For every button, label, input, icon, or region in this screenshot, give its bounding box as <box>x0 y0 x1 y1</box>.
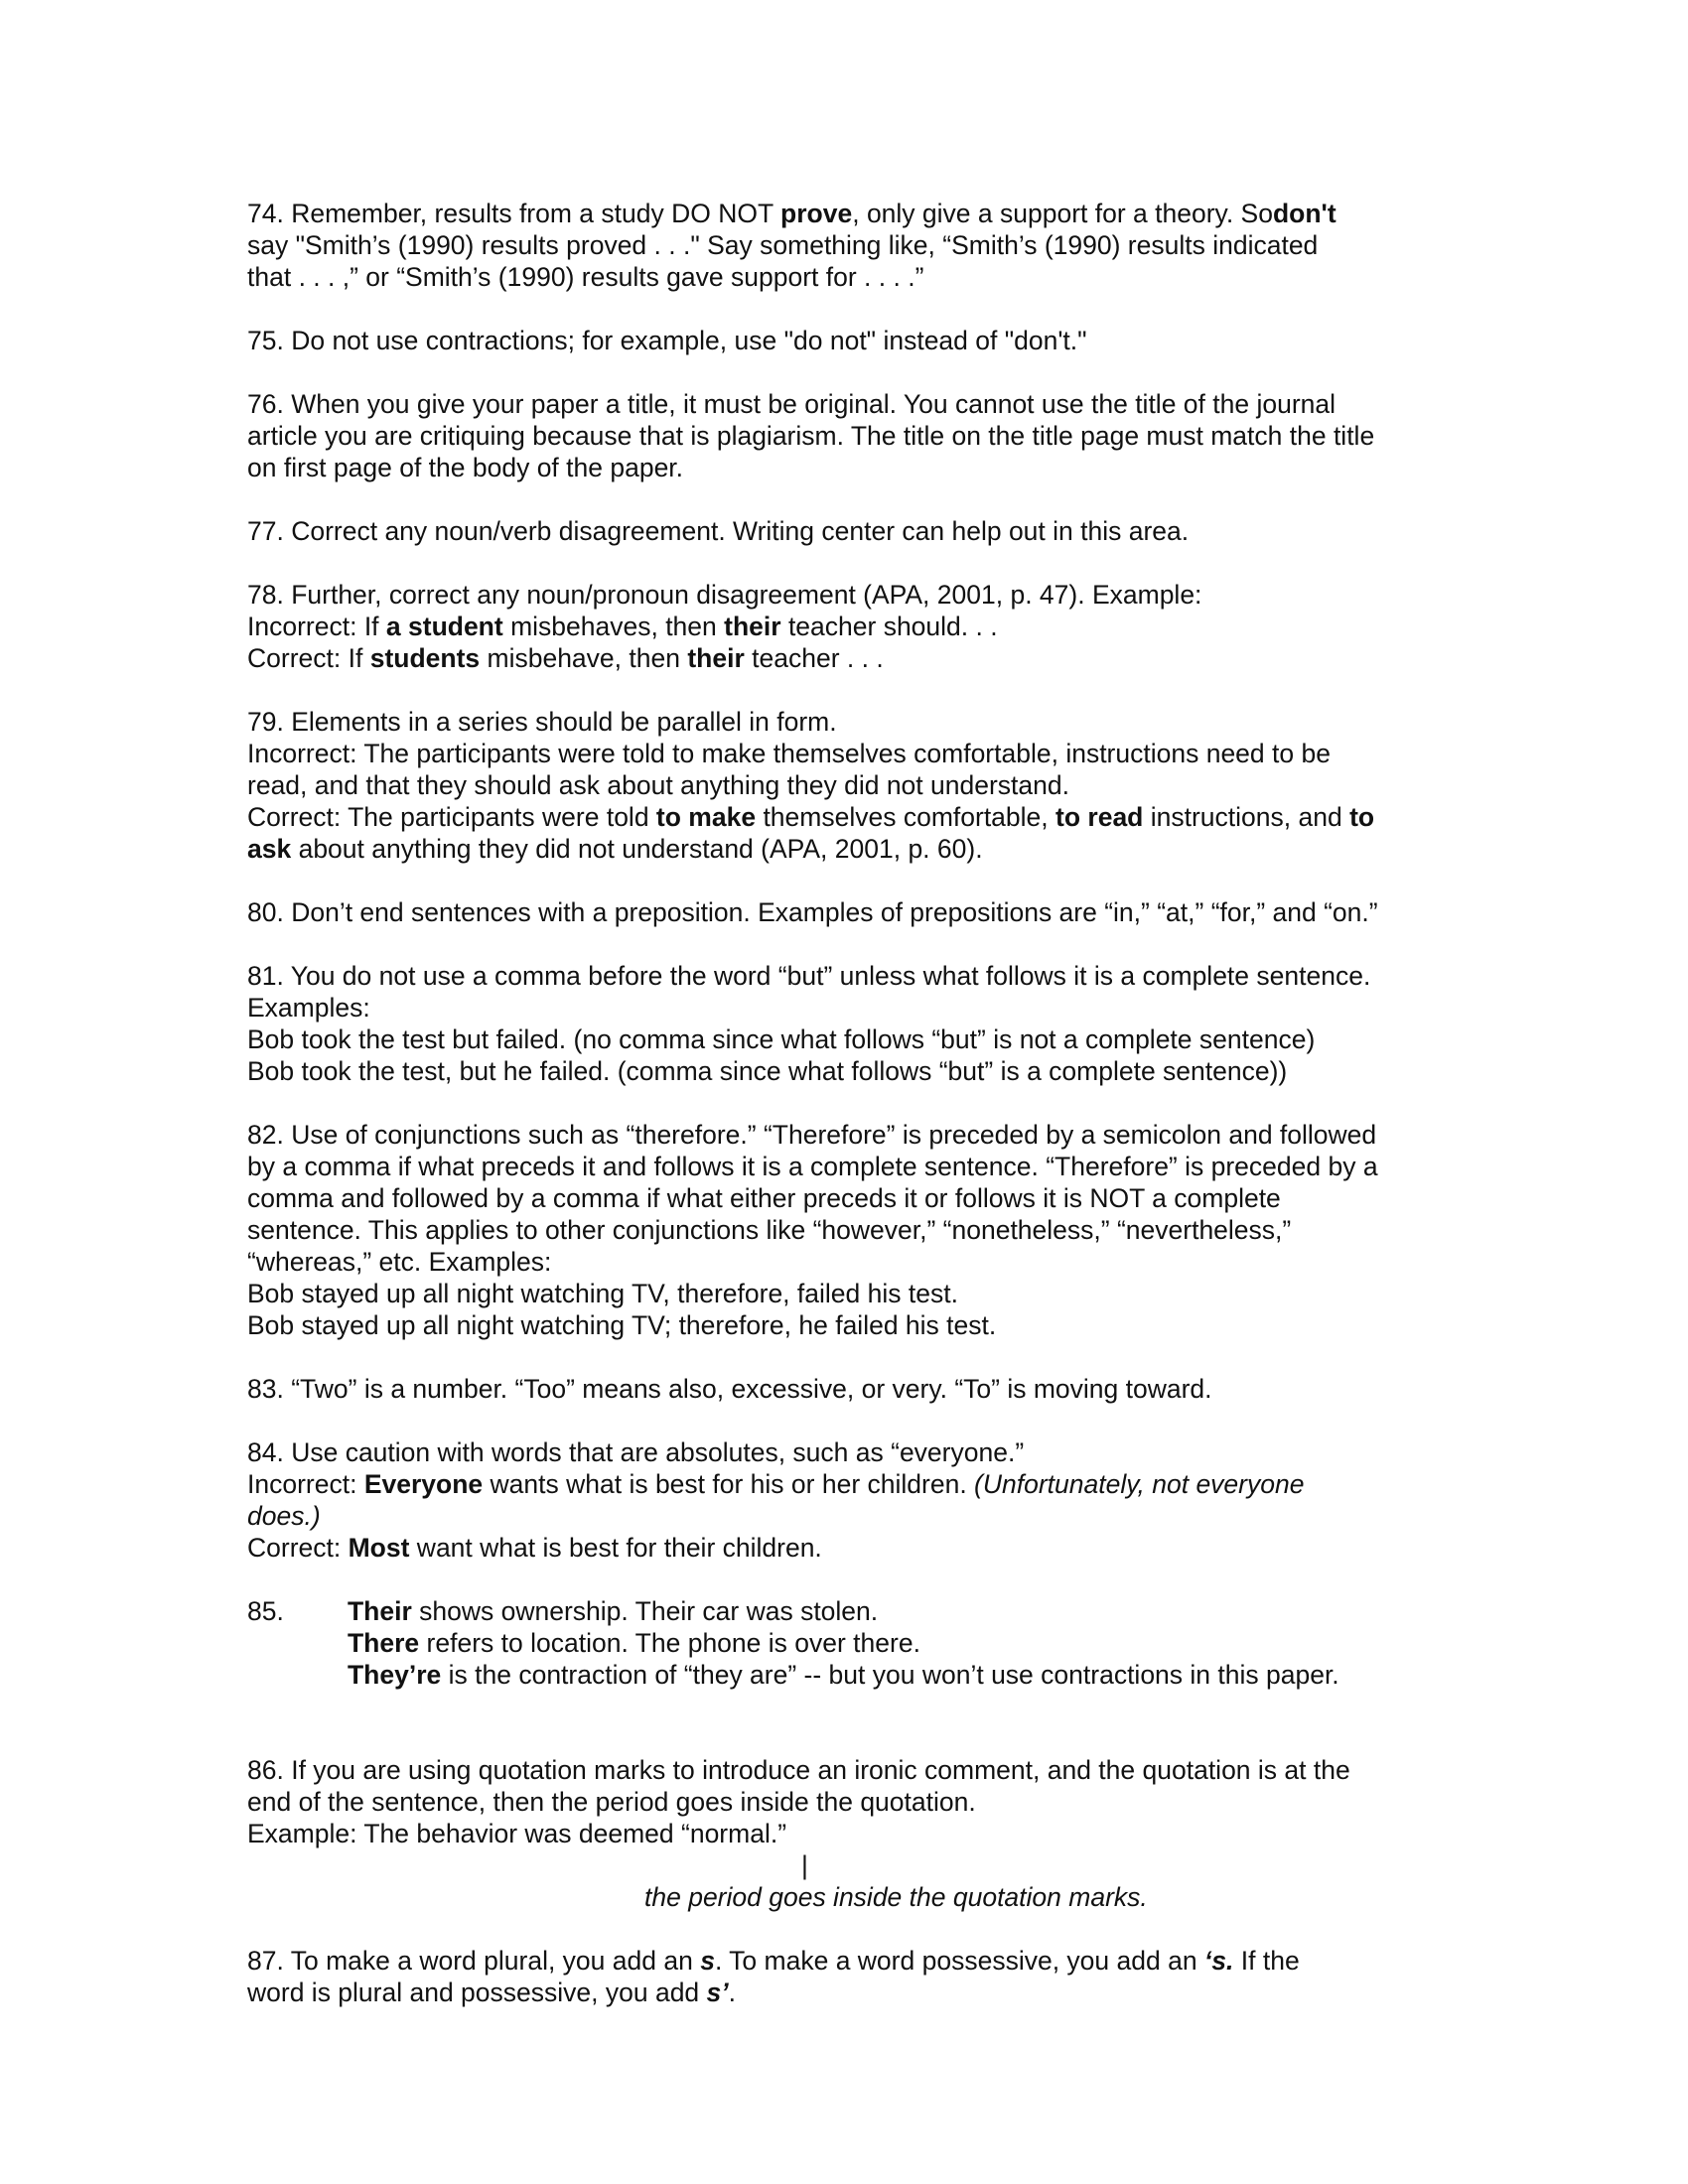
text-segment: 84. Use caution with words that are absolutes, such as “everyone.” <box>247 1437 1025 1467</box>
text-segment: 76. When you give your paper a title, it must be original. You cannot use the title of the journal <box>247 389 1336 419</box>
text-line <box>247 706 1454 738</box>
text-segment: article you are critiquing because that is plagiarism. The title on the title page must match the title <box>247 421 1375 451</box>
bold-text: Everyone <box>363 1469 484 1499</box>
text-line <box>247 1119 1454 1151</box>
text-line <box>247 896 1454 928</box>
text-segment: word is plural and possessive, you add <box>247 1978 707 2007</box>
text-segment: instructions, and <box>1143 802 1350 832</box>
text-segment: Correct: <box>247 1533 349 1563</box>
item-85 <box>247 1595 1454 1691</box>
text-line <box>247 1754 1454 1786</box>
text-line <box>247 1182 1454 1214</box>
text-segment: . To make a word possessive, you add an <box>714 1946 1204 1976</box>
list-item <box>247 896 1454 928</box>
text-segment: . <box>728 1978 737 2007</box>
text-line <box>247 1024 1454 1055</box>
text-segment: 81. You do not use a comma before the word “but” unless what follows it is a complete sentence. <box>247 961 1371 991</box>
text-line <box>247 769 1454 801</box>
document-body <box>247 198 1454 2040</box>
bold-text: They’re <box>348 1660 442 1690</box>
list-item <box>247 960 1454 1087</box>
period-note: the period goes inside the quotation marks. <box>644 1882 1148 1912</box>
text-segment: misbehaves, then <box>502 612 725 641</box>
text-segment: 82. Use of conjunctions such as “therefore.” “Therefore” is preceded by a semicolon and followed <box>247 1120 1377 1150</box>
text-line <box>247 420 1454 452</box>
text-segment: 80. Don’t end sentences with a preposition. Examples of prepositions are “in,” “at,” “for,” and “on.” <box>247 897 1378 927</box>
text-segment: shows ownership. Their car was stolen. <box>411 1596 879 1626</box>
text-line <box>247 1786 1454 1818</box>
text-line <box>247 1246 1454 1278</box>
text-line <box>247 452 1454 483</box>
text-line <box>247 1436 1454 1468</box>
text-line <box>348 1595 1454 1627</box>
text-segment: Bob took the test, but he failed. (comma since what follows “but” is a complete sentence)) <box>247 1056 1288 1086</box>
text-line <box>247 801 1454 833</box>
italic-text: does.) <box>247 1501 321 1531</box>
item-85-number: 85. <box>247 1596 284 1626</box>
text-segment: Incorrect: <box>247 1469 364 1499</box>
text-segment: Bob stayed up all night watching TV, therefore, failed his test. <box>247 1279 958 1308</box>
text-segment: Incorrect: The participants were told to make themselves comfortable, instructions need to be <box>247 739 1331 768</box>
text-line <box>247 1373 1454 1405</box>
bold-text: s’ <box>706 1978 729 2007</box>
text-line <box>247 325 1454 356</box>
text-segment: want what is best for their children. <box>409 1533 822 1563</box>
list-item <box>247 198 1454 293</box>
bold-text: Most <box>348 1533 410 1563</box>
text-line <box>247 1500 1454 1532</box>
bold-text: There <box>348 1628 420 1658</box>
item-86 <box>247 1754 1454 1913</box>
caret-marker: | <box>801 1850 808 1880</box>
text-line <box>247 611 1454 642</box>
item-85-lines <box>348 1595 1454 1691</box>
bold-text: prove <box>780 199 853 228</box>
list-item <box>247 515 1454 547</box>
list-item <box>247 325 1454 356</box>
text-segment: say "Smith’s (1990) results proved . . ." Say something like, “Smith’s (1990) results indicated <box>247 230 1319 260</box>
text-segment: , only give a support for a theory. So <box>852 199 1273 228</box>
bold-text: ‘s. <box>1203 1946 1234 1976</box>
text-line <box>247 515 1454 547</box>
text-segment: that . . . ,” or “Smith’s (1990) results gave support for . . . .” <box>247 262 924 292</box>
text-line <box>247 738 1454 769</box>
text-line <box>247 960 1454 992</box>
text-line <box>247 1977 1454 2008</box>
bold-text: students <box>369 643 481 673</box>
list-item <box>247 1119 1454 1341</box>
item-86-lines <box>247 1754 1454 1849</box>
text-segment: 74. Remember, results from a study DO NOT <box>247 199 781 228</box>
text-line <box>247 579 1454 611</box>
text-segment: If the <box>1233 1946 1300 1976</box>
text-line <box>247 1945 1454 1977</box>
numbered-items <box>247 198 1454 1564</box>
text-segment: read, and that they should ask about anything they did not understand. <box>247 770 1069 800</box>
bold-text: Their <box>348 1596 412 1626</box>
text-line <box>247 1818 1454 1849</box>
bold-text: to read <box>1055 802 1144 832</box>
text-segment: wants what is best for his or her children. <box>483 1469 975 1499</box>
list-item <box>247 706 1454 865</box>
bold-text: to <box>1349 802 1375 832</box>
text-segment: Incorrect: If <box>247 612 386 641</box>
text-segment: “whereas,” etc. Examples: <box>247 1247 552 1277</box>
list-item <box>247 579 1454 674</box>
text-segment: comma and followed by a comma if what either preceds it or follows it is NOT a complete <box>247 1183 1281 1213</box>
text-line <box>247 1055 1454 1087</box>
text-segment: by a comma if what preceds it and follows it is a complete sentence. “Therefore” is preceded by a <box>247 1152 1378 1181</box>
text-segment: Example: The behavior was deemed “normal.” <box>247 1819 787 1848</box>
text-segment: 83. “Two” is a number. “Too” means also, excessive, or very. “To” is moving toward. <box>247 1374 1212 1404</box>
text-segment: misbehave, then <box>480 643 688 673</box>
item-87-lines <box>247 1945 1454 2008</box>
text-segment: on first page of the body of the paper. <box>247 453 684 482</box>
text-segment: 87. To make a word plural, you add an <box>247 1946 701 1976</box>
text-line <box>247 642 1454 674</box>
bold-text: their <box>687 643 745 673</box>
text-segment: teacher . . . <box>744 643 884 673</box>
text-line <box>247 1309 1454 1341</box>
text-line <box>247 833 1454 865</box>
text-segment: 78. Further, correct any noun/pronoun disagreement (APA, 2001, p. 47). Example: <box>247 580 1202 610</box>
text-segment: Correct: If <box>247 643 370 673</box>
bold-text: ask <box>247 834 292 864</box>
text-segment: refers to location. The phone is over there. <box>419 1628 920 1658</box>
text-line <box>247 1151 1454 1182</box>
bold-text: s <box>700 1946 715 1976</box>
text-segment: Bob stayed up all night watching TV; therefore, he failed his test. <box>247 1310 997 1340</box>
text-segment: themselves comfortable, <box>756 802 1056 832</box>
text-segment: 75. Do not use contractions; for example, use "do not" instead of "don't." <box>247 326 1087 355</box>
list-item <box>247 1373 1454 1405</box>
text-segment: end of the sentence, then the period goes inside the quotation. <box>247 1787 976 1817</box>
text-line <box>247 1468 1454 1500</box>
text-line <box>247 388 1454 420</box>
text-segment: Examples: <box>247 993 370 1023</box>
bold-text: their <box>724 612 781 641</box>
text-segment: 86. If you are using quotation marks to introduce an ironic comment, and the quotation is at the <box>247 1755 1350 1785</box>
text-segment: 79. Elements in a series should be parallel in form. <box>247 707 837 737</box>
text-segment: 77. Correct any noun/verb disagreement. Writing center can help out in this area. <box>247 516 1190 546</box>
bold-text: a student <box>385 612 503 641</box>
text-line <box>247 229 1454 261</box>
list-item <box>247 1436 1454 1564</box>
italic-text: (Unfortunately, not everyone <box>974 1469 1305 1499</box>
text-segment: is the contraction of “they are” -- but you won’t use contractions in this paper. <box>441 1660 1339 1690</box>
text-segment: teacher should. . . <box>780 612 998 641</box>
text-segment: Bob took the test but failed. (no comma since what follows “but” is not a complete sentence) <box>247 1024 1316 1054</box>
text-segment: Correct: The participants were told <box>247 802 656 832</box>
bold-text: to make <box>655 802 757 832</box>
text-line <box>247 1278 1454 1309</box>
text-line <box>247 992 1454 1024</box>
item-87 <box>247 1945 1454 2008</box>
bold-text: don't <box>1272 199 1336 228</box>
text-segment: sentence. This applies to other conjunctions like “however,” “nonetheless,” “nevertheless,” <box>247 1215 1292 1245</box>
text-line <box>348 1659 1454 1691</box>
text-line <box>247 198 1454 229</box>
text-line <box>348 1627 1454 1659</box>
text-line <box>247 1214 1454 1246</box>
text-segment: about anything they did not understand (APA, 2001, p. 60). <box>291 834 983 864</box>
text-line <box>247 261 1454 293</box>
text-line <box>247 1532 1454 1564</box>
list-item <box>247 388 1454 483</box>
